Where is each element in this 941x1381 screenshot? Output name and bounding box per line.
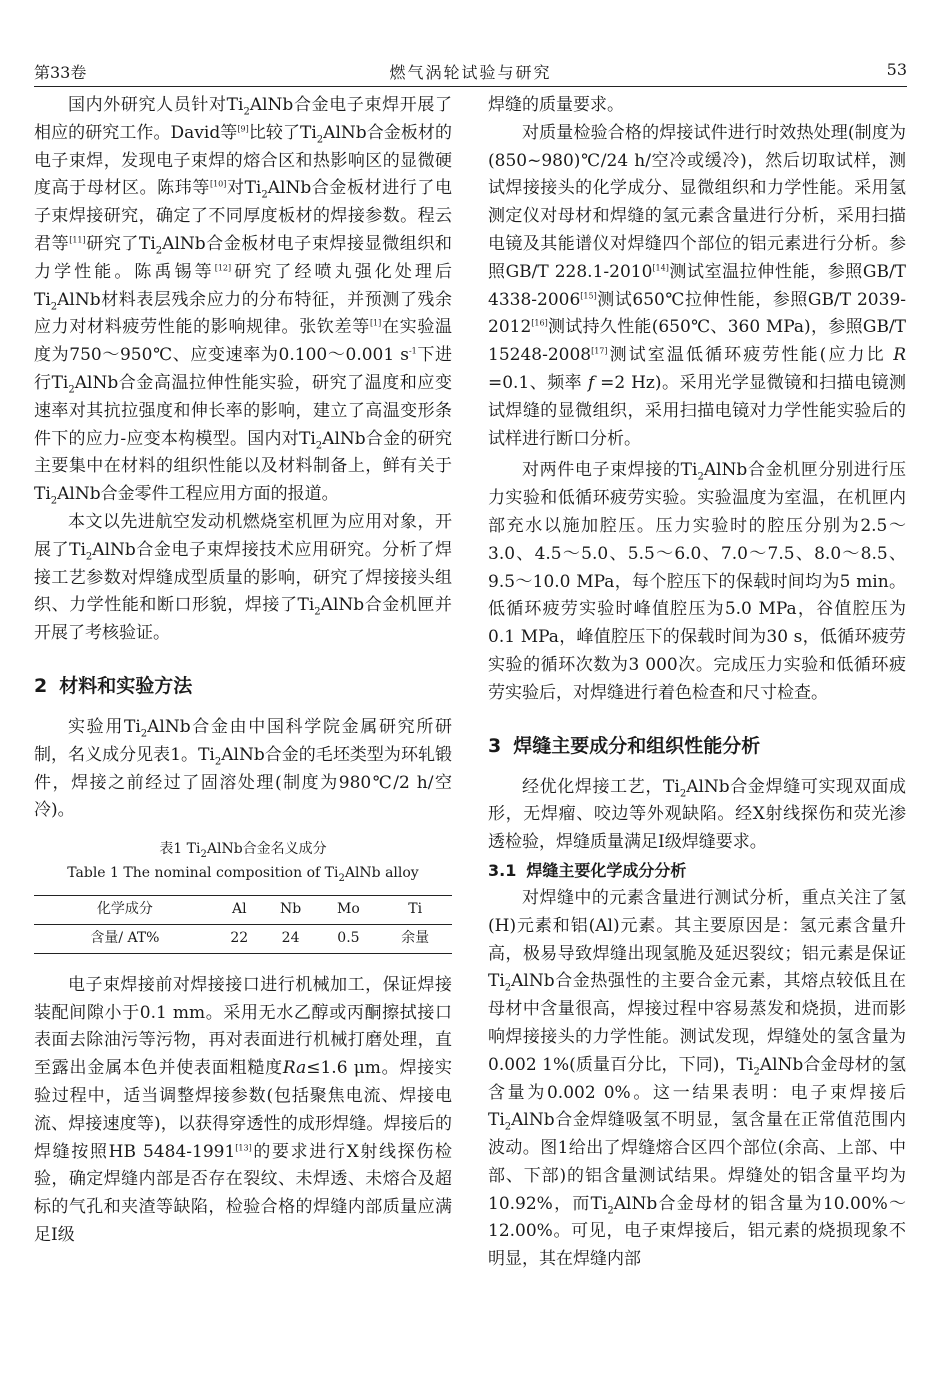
composition-table xyxy=(34,895,452,954)
section-heading: 3 焊缝主要成分和组织性能分析 xyxy=(488,734,761,757)
paragraph: 经优化焊接工艺，$Ti_2AlNb$合金焊缝可实现双面成形，无焊瘤、咬边等外观缺陷。经X射线探伤和荧光渗透检验，焊缝质量满足Ⅰ级焊缝要求。 xyxy=(488,776,906,853)
table-header-cell: Nb xyxy=(263,896,319,925)
paragraph: 电子束焊接前对焊接接口进行机械加工，保证焊接装配间隙小于0.1 mm。采用无水乙醇或丙酮擦拭接口表面去除油污等污物，再对表面进行机械打磨处理，直至露出金属本色并使表面粗糙度Ra≤1.6 μm。焊接实验过程中，适当调整焊接参数(包括聚焦电流、焊接电流、焊接速度等)，以获得穿透性的成形焊缝。焊接后的焊缝按照HB 5484-1991[13]的要求进行X射线探伤检验，确定焊缝内部是否存在裂纹、未焊透、未熔合及超标的气孔和夹渣等缺陷，检验合格的焊缝内部质量应满足Ⅰ级 xyxy=(34,974,452,1245)
table-cell: 含量/ AT% xyxy=(34,924,216,953)
paragraph: 实验用$Ti_2AlNb$合金由中国科学院金属研究所研制，名义成分见表1。$Ti_2AlNb$合金的毛坯类型为环轧锻件，焊接之前经过了固溶处理(制度为980℃/2 h/空冷)。 xyxy=(34,716,452,821)
paragraph: 焊缝的质量要求。 xyxy=(488,95,624,115)
paragraph: 对两件电子束焊接的$Ti_2AlNb$合金机匣分别进行压力实验和低循环疲劳实验。实验温度为室温，在机匣内部充水以施加腔压。压力实验时的腔压分别为2.5～3.0、4.5～5.0、5.5～6.0、7.0～7.5、8.0～8.5、9.5～10.0 MPa，每个腔压下的保载时间均为5 min。低循环疲劳实验时峰值腔压为5.0 MPa，谷值腔压为0.1 MPa，峰值腔压下的保载时间为30 s，低循环疲劳实验的循环次数为3 000次。完成压力实验和低循环疲劳实验后，对焊缝进行着色检查和尺寸检查。 xyxy=(488,460,906,703)
right-column xyxy=(488,92,906,1274)
volume-label: 第33卷 xyxy=(34,63,87,82)
table-caption-cn: 表1 $Ti_2AlNb$合金名义成分 xyxy=(159,841,327,860)
left-column xyxy=(34,92,452,1250)
table-cell: 22 xyxy=(216,924,263,953)
journal-title: 燃气涡轮试验与研究 xyxy=(389,63,552,82)
page-number: 53 xyxy=(886,60,907,79)
section-heading: 2 材料和实验方法 xyxy=(34,674,193,697)
paragraph: 对焊缝中的元素含量进行测试分析，重点关注了氢(H)元素和铝(Al)元素。其主要原因是：氢元素含量升高，极易导致焊缝出现氢脆及延迟裂纹；铝元素是保证$Ti_2AlNb$合金热强性的主要合金元素，其熔点较低且在母材中含量很高，焊接过程中容易蒸发和烧损，进而影响焊接接头的力学性能。测试发现，焊缝处的氢含量为0.002 1%(质量百分比，下同)，$Ti_2AlNb$合金母材的氢含量为0.002 0%。这一结果表明：电子束焊接后$Ti_2AlNb$合金焊缝吸氢不明显，氢含量在正常值范围内波动。图1给出了焊缝熔合区四个部位(余高、上部、中部、下部)的铝含量测试结果。焊缝处的铝含量平均为10.92%，而$Ti_2AlNb$合金母材的铝含量为10.00%～12.00%。可见，电子束焊接后，铝元素的烧损现象不明显，其在焊缝内部 xyxy=(488,887,906,1270)
table-header-cell: 化学成分 xyxy=(34,896,216,925)
paragraph: 本文以先进航空发动机燃烧室机匣为应用对象，开展了$Ti_2AlNb$合金电子束焊接技术应用研究。分析了焊接工艺参数对焊缝成型质量的影响，研究了焊接接头组织、力学性能和断口形貌，焊接了$Ti_2AlNb$合金机匣并开展了考核验证。 xyxy=(34,511,452,644)
table-header-cell: Ti xyxy=(378,896,452,925)
subsection-heading: 3.1 焊缝主要化学成分分析 xyxy=(488,860,687,880)
table-header-cell: Al xyxy=(216,896,263,925)
table-header-row xyxy=(34,896,452,925)
table-row xyxy=(34,924,452,953)
paragraph: 对质量检验合格的焊接试件进行时效热处理(制度为(850~980)℃/24 h/空冷或缓冷)，然后切取试样，测试焊接接头的化学成分、显微组织和力学性能。采用氢测定仪对母材和焊缝的氢元素含量进行分析，采用扫描电镜及其能谱仪对焊缝四个部位的铝元素进行分析。参照GB/T 228.1-2010[14]测试室温拉伸性能，参照GB/T 4338-2006[15]测试650℃拉伸性能，参照GB/T 2039-2012[16]测试持久性能(650℃、360 MPa)，参照GB/T 15248-2008[17]测试室温低循环疲劳性能(应力比 R =0.1、频率 f =2 Hz)。采用光学显微镜和扫描电镜测试焊缝的显微组织，采用扫描电镜对力学性能实验后的试样进行断口分析。 xyxy=(488,122,907,449)
table-caption-en: Table 1 The nominal composition of $Ti_2AlNb$ alloy xyxy=(67,865,419,884)
table-header-cell: Mo xyxy=(318,896,378,925)
table-cell: 余量 xyxy=(378,924,452,953)
table-cell: 0.5 xyxy=(318,924,378,953)
table-cell: 24 xyxy=(263,924,319,953)
paragraph: 国内外研究人员针对$Ti_2AlNb$合金电子束焊开展了相应的研究工作。David等[9]比较了$Ti_2AlNb$合金板材的电子束焊，发现电子束焊的熔合区和热影响区的显微硬度高于母材区。陈玮等[10]对$Ti_2AlNb$合金板材进行了电子束焊接研究，确定了不同厚度板材的焊接参数。程云君等[11]研究了$Ti_2AlNb$合金板材电子束焊接显微组织和力学性能。陈禹锡等[12]研究了经喷丸强化处理后$Ti_2AlNb$材料表层残余应力的分布特征，并预测了残余应力对材料疲劳性能的影响规律。张钦差等[1]在实验温度为750～950℃、应变速率为0.100～0.001 $s^{-1}$下进行$Ti_2AlNb$合金高温拉伸性能实验，研究了温度和应变速率对其抗拉强度和伸长率的影响，建立了高温变形条件下的应力-应变本构模型。国内对$Ti_2AlNb$合金的研究主要集中在材料的组织性能以及材料制备上，鲜有关于$Ti_2AlNb$合金零件工程应用方面的报道。 xyxy=(34,95,453,507)
running-header xyxy=(34,60,907,87)
